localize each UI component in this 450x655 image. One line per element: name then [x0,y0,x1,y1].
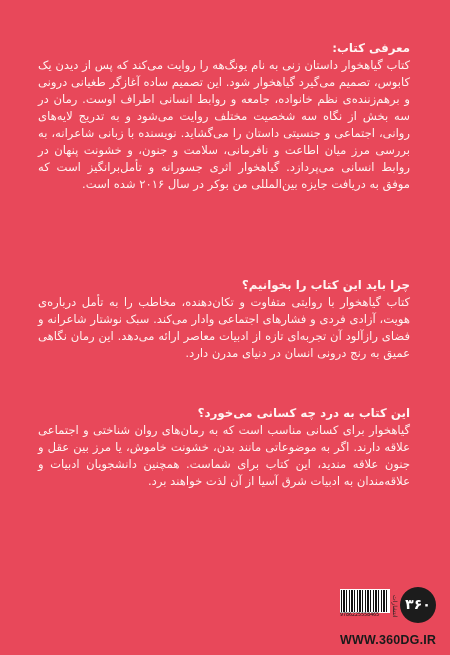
publisher-website: WWW.360DG.IR [340,633,437,647]
section-audience [38,405,410,490]
isbn-number: 9786225558465 [340,612,380,618]
section-heading: چرا باید این کتاب را بخوانیم؟ [241,278,410,292]
publisher-label: انتشارات [391,595,398,618]
section-intro [38,40,410,193]
section-body: کتاب گیاهخوار با روایتی متفاوت و تکان‌دهنده، مخاطب را به تأمل درباره‌ی هویت، آزادی فردی و فشارهای اجتماعی وادار می‌کند. سبک نوشتار شاعرانه و فضای رازآلود آن تجربه‌ای تازه از ادبیات معاصر ارائه می‌دهد. این رمان نگاهی عمیق به رنج درونی انسان در دنیای مدرن دارد. [38,295,410,360]
section-body: کتاب گیاهخوار داستان زنی به نام یونگ‌هه را روایت می‌کند که پس از دیدن یک کابوس، تصمیم می‌گیرد گیاهخوار شود. این تصمیم ساده آغازگر طغیانی درونی و برهم‌زننده‌ی نظم خانواده، جامعه و روابط انسانی اطراف اوست. رمان در سه بخش از نگاه سه شخصیت مختلف روایت می‌شود و به تدریج لایه‌های روانی، اجتماعی و جنسیتی داستان را می‌گشاید. نویسنده با زبانی شاعرانه، به بررسی مرز میان اطاعت و نافرمانی، سلامت و جنون، و خشونت پنهان در روابط انسانی می‌پردازد. گیاهخوار اثری جسورانه و تأمل‌برانگیز است که موفق به دریافت جایزه بین‌المللی من بوکر در سال ۲۰۱۶ شده است. [38,58,410,191]
section-body: گیاهخوار برای کسانی مناسب است که به رمان‌های روان شناختی و اجتماعی علاقه دارند. اگر به موضوعاتی مانند بدن، خشونت خاموش، یا مرز بین عقل و جنون علاقه مندید، این کتاب برای شماست. همچنین دانشجویان ادبیات و علاقه‌مندان به ادبیات شرق آسیا از آن لذت خواهند برد. [38,423,410,488]
section-heading: این کتاب به درد چه کسانی می‌خورد؟ [197,406,410,420]
section-why-read [38,277,410,362]
publisher-logo-icon: ۳۶۰ [400,587,436,623]
section-heading: معرفی کتاب: [332,41,410,55]
